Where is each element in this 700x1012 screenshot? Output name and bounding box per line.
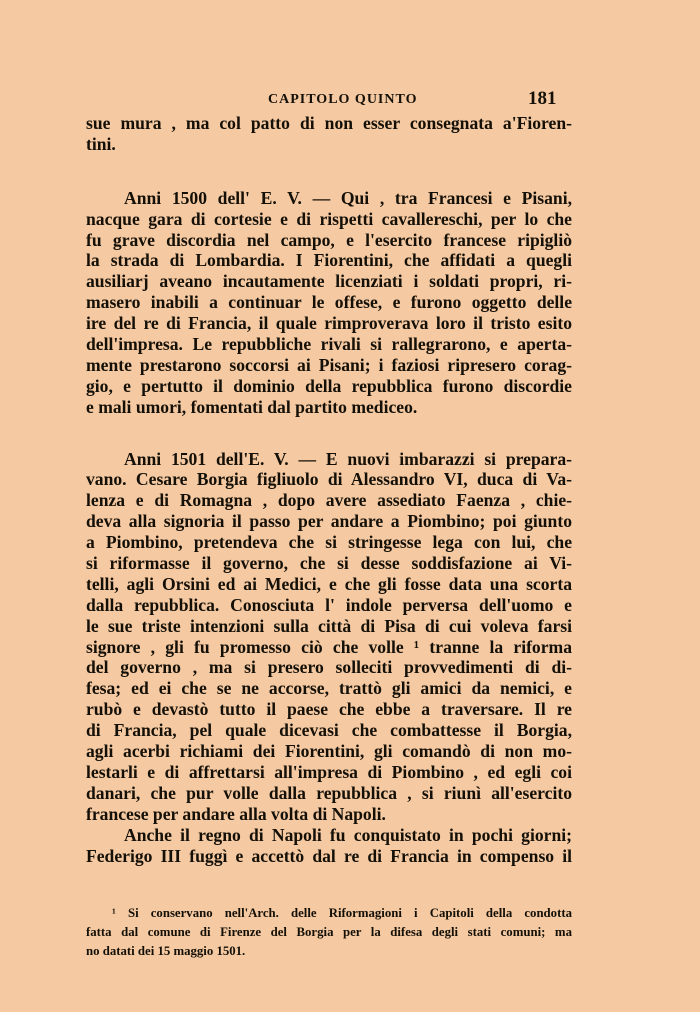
text-line: Anni 1501 dell'E. V. — E nuovi imbarazzi si prepara- [124,448,572,469]
text-line: danari, che pur volle dalla repubblica , si riunì all'esercito [86,782,572,803]
text-line: vano. Cesare Borgia figliuolo di Alessandro VI, duca di Va- [86,469,572,490]
paragraph-2 [86,188,572,418]
text-line: deva alla signoria il passo per andare a Piombino; poi giunto [86,511,572,532]
text-line: Federigo III fuggì e accettò dal re di Francia in compenso il [86,845,572,866]
text-line: dell'impresa. Le repubbliche rivali si rallegrarono, e aperta- [86,334,572,355]
text-line: dalla repubblica. Conosciuta l' indole perversa dell'uomo e [86,594,572,615]
text-line: sue mura , ma col patto di non esser consegnata a'Fioren- [86,113,572,133]
text-line: francese per andare alla volta di Napoli. [86,803,386,824]
footnote-line: fatta dal comune di Firenze del Borgia per la difesa degli stati comuni; ma [86,925,572,939]
text-line: nacque gara di cortesie e di rispetti cavallereschi, per lo che [86,208,572,229]
text-line: masero inabili a continuar le offese, e furono oggetto delle [86,292,572,313]
text-line: la strada di Lombardia. I Fiorentini, che affidati a quegli [86,250,572,271]
text-line: a Piombino, pretendeva che si stringesse lega con lui, che [86,532,572,553]
body-text [86,113,572,866]
paragraph-3 [86,449,572,825]
text-line: di Francia, pel quale dicevasi che combattesse il Borgia, [86,720,572,741]
paragraph-4 [86,825,572,867]
running-head [0,88,700,114]
text-line: rubò e devastò tutto il paese che ebbe a traversare. Il re [86,699,572,720]
text-line: tini. [86,133,116,154]
text-line: e mali umori, fomentati dal partito mediceo. [86,396,418,417]
text-line: del governo , ma si presero solleciti provvedimenti di di- [86,657,572,678]
text-line: gio, e pertutto il dominio della repubblica furono discordie [86,375,572,396]
footnote-line: no datati dei 15 maggio 1501. [86,944,246,958]
text-line: signore , gli fu promesso ciò che volle ¹ tranne la riforma [86,636,572,657]
footnote-line: ¹ Si conservano nell'Arch. delle Riformagioni i Capitoli della condotta [112,906,572,920]
text-line: Anni 1500 dell' E. V. — Qui , tra Francesi e Pisani, [124,187,572,208]
chapter-title: CAPITOLO QUINTO [268,92,418,107]
text-line: lestarli e di affrettarsi all'impresa di Piombino , ed egli coi [86,761,572,782]
footnote [86,904,572,961]
text-line: fu grave discordia nel campo, e l'esercito francese ripigliò [86,229,572,250]
page-number: 181 [528,88,557,109]
text-line: si riformasse il governo, che si desse soddisfazione ai Vi- [86,553,572,574]
text-line: agli acerbi richiami dei Fiorentini, gli comandò di non mo- [86,741,572,762]
text-line: Anche il regno di Napoli fu conquistato in pochi giorni; [124,824,572,845]
text-line: ire del re di Francia, il quale rimproverava loro il tristo esito [86,313,572,334]
text-line: mente prestarono soccorsi ai Pisani; i faziosi ripresero corag- [86,354,572,375]
text-line: le sue triste intenzioni sulla città di Pisa di cui voleva farsi [86,615,572,636]
paragraph-1 [86,113,572,155]
text-line: lenza e di Romagna , dopo avere assediato Faenza , chie- [86,490,572,511]
text-line: fesa; ed ei che se ne accorse, trattò gli amici da nemici, e [86,678,572,699]
text-line: telli, agli Orsini ed ai Medici, e che gli fosse data una scorta [86,573,572,594]
text-line: ausiliarj aveano incautamente licenziati i soldati propri, ri- [86,271,572,292]
